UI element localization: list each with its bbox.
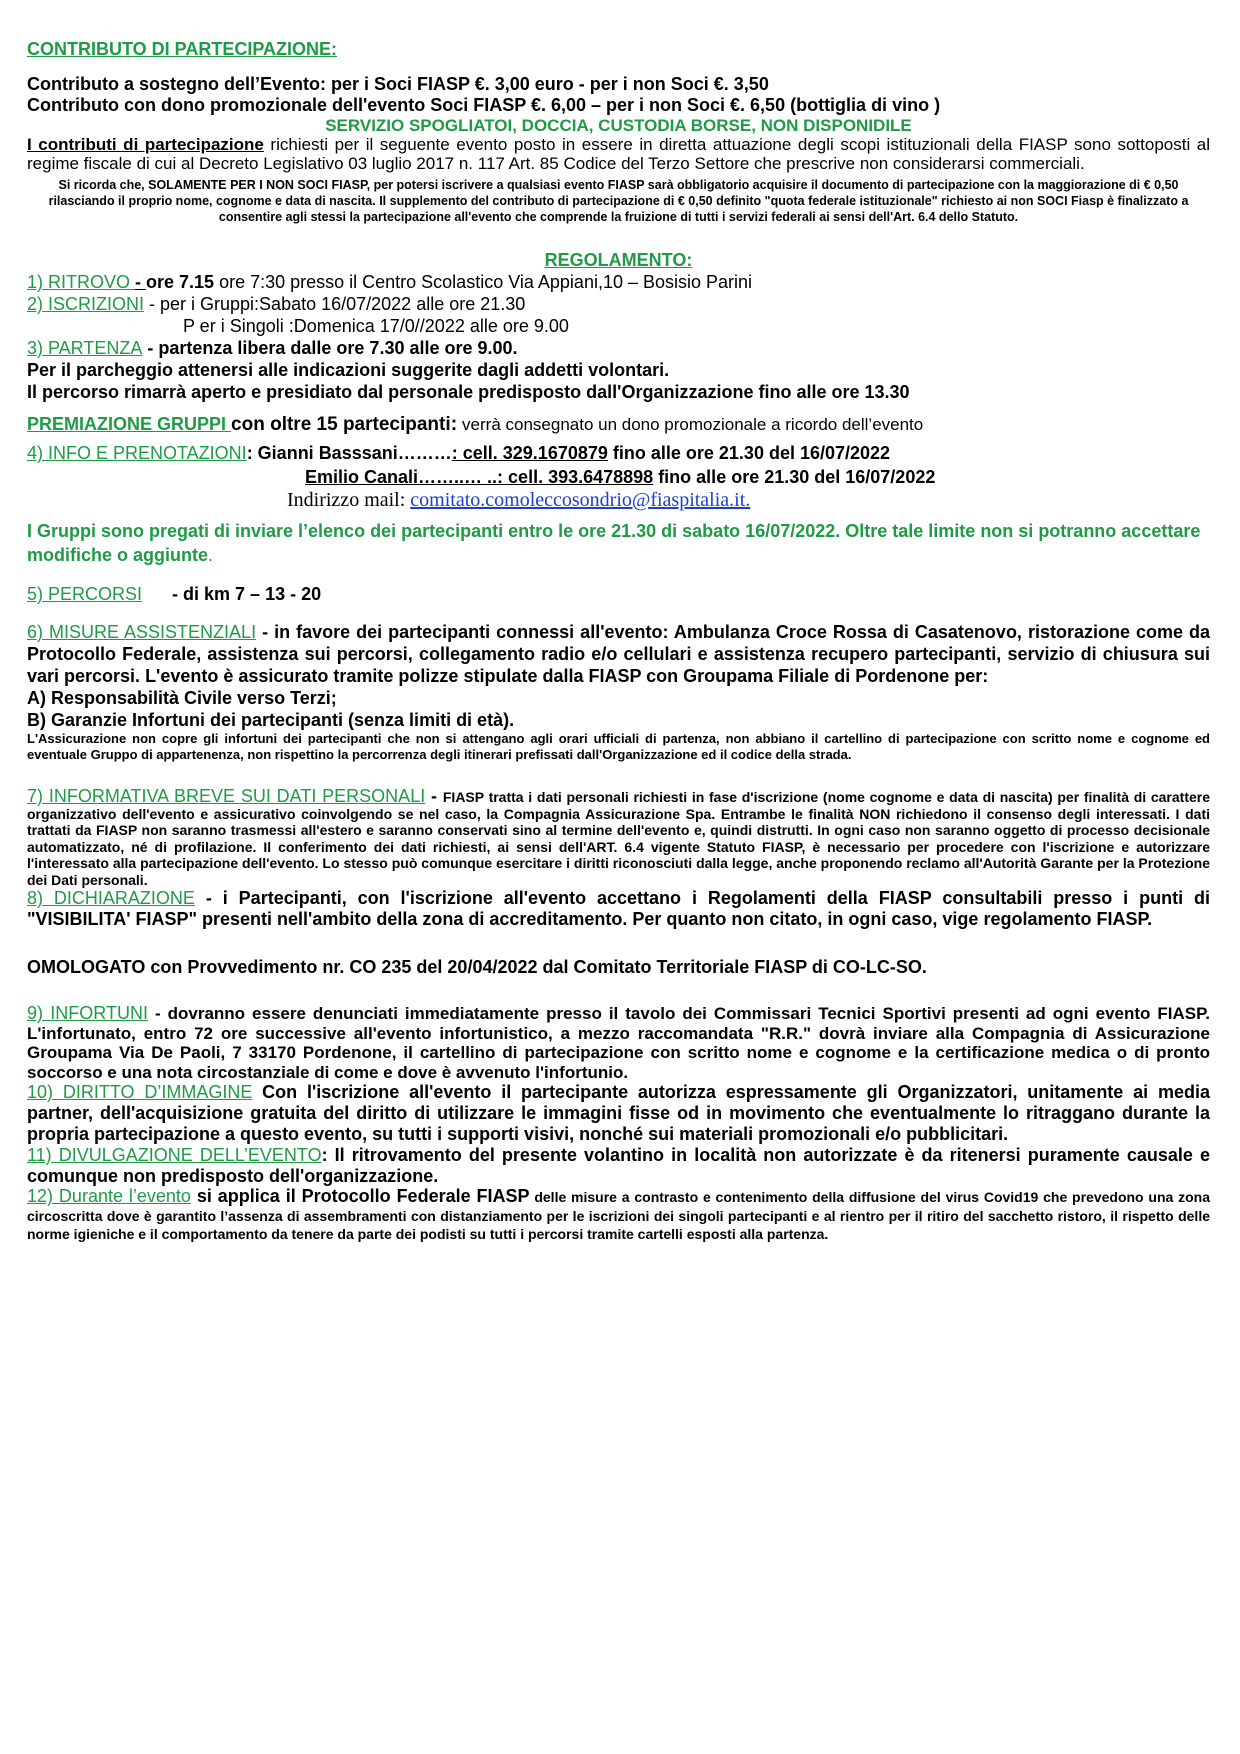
ritrovo-line	[27, 271, 1210, 293]
iscrizioni-text-1: - per i Gruppi:Sabato 16/07/2022 alle ore 21.30	[144, 294, 526, 314]
divulgazione-text: : Il ritrovamento del presente volantino in località non autorizzate è da ritenersi puramente causale e comunque non predisposto dell'organizzazione.	[27, 1145, 1210, 1186]
dichiarazione-paragraph	[27, 888, 1210, 930]
info-contact-2: Emilio Canali……..… ..	[305, 467, 498, 487]
misure-a: A) Responsabilità Civile verso Terzi;	[27, 688, 337, 708]
contributo-line-1: Contributo a sostegno dell’Evento: per i Soci FIASP €. 3,00 euro - per i non Soci €. 3,50	[27, 74, 769, 94]
premiazione-line	[27, 412, 1210, 437]
informativa-dash: -	[425, 786, 443, 806]
info-cell-1: : cell. 329.1670879	[451, 443, 608, 463]
divulgazione-paragraph	[27, 1145, 1210, 1187]
info-cell-2: : cell. 393.6478898	[497, 467, 654, 487]
dichiarazione-label: 8) DICHIARAZIONE	[27, 888, 195, 908]
percorso-aperto-line: Il percorso rimarrà aperto e presidiato dal personale predisposto dall'Organizzazione fino alle ore 13.30	[27, 382, 910, 402]
premiazione-text: verrà consegnato un dono promozionale a ricordo dell’evento	[457, 415, 924, 434]
misure-label: 6) MISURE ASSISTENZIALI	[27, 622, 257, 642]
info-line-2	[27, 465, 1210, 489]
iscrizioni-label: 2) ISCRIZIONI	[27, 294, 145, 314]
iscrizioni-line	[27, 293, 1210, 315]
info-tail-1: fino alle ore 21.30 del 16/07/2022	[607, 443, 891, 463]
partenza-line	[27, 337, 1210, 359]
immagine-label: 10) DIRITTO D’IMMAGINE	[27, 1082, 253, 1102]
mail-line	[27, 489, 1210, 511]
omologato-line: OMOLOGATO con Provvedimento nr. CO 235 del 20/04/2022 dal Comitato Territoriale FIASP di CO-LC-SO.	[27, 957, 927, 977]
immagine-text: Con l'iscrizione all'evento il partecipante autorizza espressamente gli Organizzatori, unitamente ai media partner, dell'acquisizione gratuita del diritto di utilizzare le immagini fisse od in movimento che eventualmente lo ritraggano durante la propria partecipazione a questo evento, su tutti i supporti visivi, nonché sui materiali promozionali e/o pubblicitari.	[27, 1082, 1210, 1144]
info-line-1	[27, 441, 1210, 465]
divulgazione-label: 11) DIVULGAZIONE DELL’EVENTO	[27, 1145, 322, 1165]
misure-text: - in favore dei partecipanti connessi all'evento: Ambulanza Croce Rossa di Casatenovo, ristorazione come da Protocollo Federale, assistenza sui percorsi, collegamento radio e/o cellulari e assistenza recupero partecipanti, servizio di chiusura sui vari percorsi. L'evento è assicurato tramite polizze stipulate dalla FIASP con Groupama Filiale di Pordenone per:	[27, 622, 1210, 686]
mail-label: Indirizzo mail:	[287, 489, 411, 511]
informativa-label: 7) INFORMATIVA BREVE SUI DATI PERSONALI	[27, 786, 426, 806]
non-soci-note: Si ricorda che, SOLAMENTE PER I NON SOCI FIASP, per potersi iscrivere a qualsiasi evento FIASP sarà obbligatorio acquisire il documento di partecipazione con la maggiorazione di € 0,50 rilasciando il proprio nome, cognome e data di nascita. Il supplemento del contributo di partecipazione di € 0,50 definito "quota federale istituzionale" richiesto ai non SOCI Fiasp è finalizzato a consentire agli stessi la partecipazione all'evento che comprende la fruizione di tutti i servizi federali ai sensi dell'Art. 6.4 dello Statuto.	[48, 178, 1189, 224]
misure-b: B) Garanzie Infortuni dei partecipanti (senza limiti di età).	[27, 710, 515, 730]
misure-paragraph	[27, 621, 1210, 687]
regolamento-heading: REGOLAMENTO:	[544, 250, 693, 270]
gruppi-note-text: I Gruppi sono pregati di inviare l’elenco dei partecipanti entro le ore 21.30 di sabato 16/07/2022. Oltre tale limite non si potranno accettare modifiche o aggiunte	[27, 521, 1201, 565]
infortuni-text: - dovranno essere denunciati immediatamente presso il tavolo dei Commissari Tecnici Sportivi presenti ad ogni evento FIASP. L'infortunato, entro 72 ore successive all'evento infortunistico, a mezzo raccomandata "R.R." dovrà inviare alla Compagnia di Assicurazione Groupama Via De Paoli, 7 33170 Pordenone, il cartellino di partecipazione con scritto nome e cognome e la certificazione medica o di pronto soccorso e una nota circostanziale di come e dove è avvenuto l'infortunio.	[27, 1004, 1211, 1082]
info-contact-1: : Gianni Basssani………	[246, 443, 452, 463]
info-label: 4) INFO E PRENOTAZIONI	[27, 443, 247, 463]
premiazione-label: PREMIAZIONE GRUPPI	[27, 414, 232, 434]
informativa-text: FIASP tratta i dati personali richiesti in fase d'iscrizione (nome cognome e data di nascita) per finalità di carattere organizzativo dell'evento e assicurativo coinvolgendo se nel caso, la Compagnia Assicurazione Spa. Entrambe le finalità NON richiedono il consenso degli interessati. I dati trattati da FIASP non saranno trasmessi all'estero e saranno conservati sino al termine dell'evento e, quindi distrutti. In ogni caso non saranno oggetto di processo decisionale automatizzato, né di profilazione. Il conferimento dei dati richiesti, ai sensi dell'ART. 6.4 vigente Statuto FIASP, è necessario per procedere con l'iscrizione e autorizzare l'interessato alla partecipazione dell'evento. Lo stesso può comunque esercitare i diritti riconosciuti dalla legge, anche proponendo reclamo all'Autorità Garante per la Protezione dei Dati personali.	[27, 789, 1211, 888]
fiscal-paragraph	[27, 135, 1210, 173]
flyer-page	[27, 38, 1210, 1244]
iscrizioni-line-2: P er i Singoli :Domenica 17/0//2022 alle ore 9.00	[183, 316, 569, 336]
misure-note: L'Assicurazione non copre gli infortuni dei partecipanti che non si attengano agli orari ufficiali di partenza, non abbiano il cartellino di partecipazione con scritto nome e cognome ed eventuale Gruppo di appartenenza, non rispettino la percorrenza degli itinerari prefissati dall'Organizzazione ed il codice della strada.	[27, 731, 1210, 762]
dichiarazione-text: - i Partecipanti, con l'iscrizione all'evento accettano i Regolamenti della FIASP consultabili presso i punti di "VISIBILITA' FIASP" presenti nell'ambito della zona di accreditamento. Per quanto non citato, in ogni caso, vige regolamento FIASP.	[27, 888, 1210, 929]
parcheggio-line: Per il parcheggio attenersi alle indicazioni suggerite dagli addetti volontari.	[27, 360, 670, 380]
gruppi-note	[27, 519, 1210, 567]
gruppi-note-dot: .	[208, 545, 214, 565]
immagine-paragraph	[27, 1082, 1210, 1145]
durante-paragraph	[27, 1187, 1210, 1244]
contributo-line-2: Contributo con dono promozionale dell'evento Soci FIASP €. 6,00 – per i non Soci €. 6,50 (bottiglia di vino )	[27, 95, 941, 115]
infortuni-label: 9) INFORTUNI	[27, 1003, 148, 1023]
durante-text: delle misure a contrasto e contenimento della diffusione del virus Covid19 che prevedono una zona circoscritta dove è garantito l’assenza di assembramenti con distanziamento per le iscrizioni dei singoli partecipanti e al rientro per il ritiro del sacchetto ristoro, il rispetto delle norme igieniche e il comportamento da tenere da parte dei podisti su tutti i percorsi tramite cartelli esposti alla partenza.	[27, 1189, 1210, 1242]
contributo-heading: CONTRIBUTO DI PARTECIPAZIONE:	[27, 39, 337, 59]
partenza-text: - partenza libera dalle ore 7.30 alle ore 9.00.	[142, 338, 518, 358]
percorsi-text: - di km 7 – 13 - 20	[172, 584, 322, 604]
info-tail-2: fino alle ore 21.30 del 16/07/2022	[653, 467, 936, 487]
percorsi-line	[27, 583, 1210, 605]
percorsi-label: 5) PERCORSI	[27, 584, 143, 604]
infortuni-paragraph	[27, 1004, 1210, 1082]
durante-bold: si applica il Protocollo Federale FIASP	[190, 1186, 530, 1206]
fiscal-text: richiesti per il seguente evento posto in essere in diretta attuazione degli scopi istituzionali della FIASP sono sottoposti al regime fiscale di cui al Decreto Legislativo 03 luglio 2017 n. 117 Art. 85 Codice del Terzo Settore che prescrive non considerarsi commerciali.	[27, 135, 1210, 173]
informativa-paragraph	[27, 788, 1210, 888]
fiscal-lead: I contributi di partecipazione	[27, 135, 264, 154]
premiazione-colon: :	[450, 413, 458, 435]
durante-label: 12) Durante l’evento	[27, 1186, 191, 1206]
ritrovo-text: ore 7:30 presso il Centro Scolastico Via Appiani,10 – Bosisio Parini	[214, 272, 753, 292]
premiazione-bold: con oltre 15 partecipanti	[231, 414, 451, 435]
ritrovo-label: 1) RITROVO	[27, 272, 136, 292]
ritrovo-dash: -	[135, 272, 147, 292]
ritrovo-time: ore 7.15	[146, 272, 215, 292]
mail-link[interactable]: comitato.comoleccosondrio@fiaspitalia.it.	[410, 489, 751, 511]
partenza-label: 3) PARTENZA	[27, 338, 143, 358]
servizio-line: SERVIZIO SPOGLIATOI, DOCCIA, CUSTODIA BORSE, NON DISPONIDILE	[325, 116, 912, 135]
